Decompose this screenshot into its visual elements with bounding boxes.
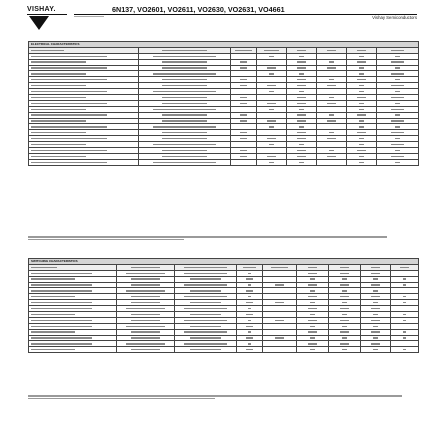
table-cell <box>377 159 419 165</box>
table-cell <box>29 347 117 353</box>
table-cell <box>263 347 297 353</box>
table-cell <box>391 347 419 353</box>
table-cell <box>297 347 329 353</box>
table-cell <box>29 159 139 165</box>
switching-table-notes <box>28 394 418 401</box>
section-title: SWITCHING CHARACTERISTICS <box>29 259 419 265</box>
table-cell <box>231 159 257 165</box>
vishay-logo <box>27 6 67 32</box>
brand-wordmark: VISHAY. <box>27 6 67 15</box>
section-title: ELECTRICAL CHARACTERISTICS <box>29 42 419 48</box>
table-cell <box>257 159 287 165</box>
table-row <box>29 159 419 165</box>
table-row <box>29 347 419 353</box>
table-cell <box>175 347 237 353</box>
table-cell <box>287 159 317 165</box>
vishay-triangle-icon <box>29 16 49 30</box>
table-cell <box>317 159 347 165</box>
company-name: Vishay Semiconductors <box>372 15 417 20</box>
table-cell <box>237 347 263 353</box>
switching-characteristics-table <box>28 258 419 353</box>
table-cell <box>329 347 361 353</box>
table-cell <box>347 159 377 165</box>
document-number-label <box>74 15 104 18</box>
table-cell <box>139 159 231 165</box>
electrical-table-notes <box>28 235 418 242</box>
table-cell <box>361 347 391 353</box>
document-title: 6N137, VO2601, VO2611, VO2630, VO2631, VO4661 <box>112 5 285 14</box>
electrical-characteristics-table <box>28 41 419 166</box>
table-cell <box>117 347 175 353</box>
